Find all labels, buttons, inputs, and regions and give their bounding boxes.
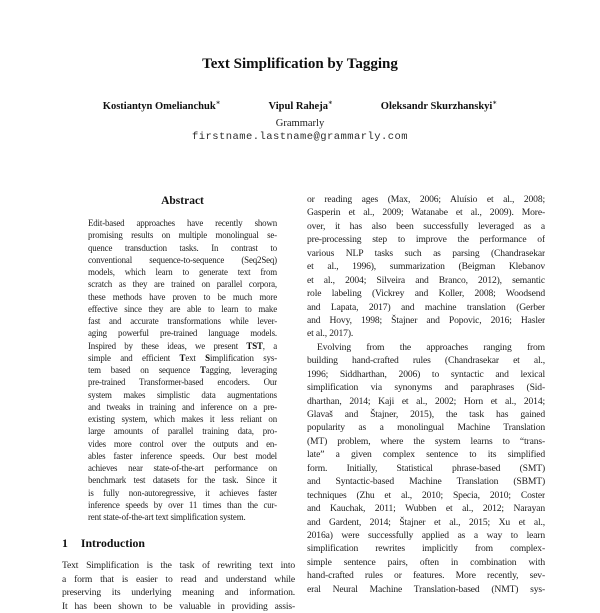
author-footnote-marker: ∗ [492, 98, 498, 107]
author-name-1 [102, 98, 221, 112]
text-line: form. Initially, Statistical phrase-based (SMT) [307, 462, 545, 474]
text-line: Evolving from the approaches ranging from [317, 341, 545, 353]
text-line: is fully non-autoregressive, it achieves faster [88, 487, 277, 498]
abstract-text [88, 217, 277, 523]
text-line: simplification via synonyms and paraphrases (Sid- [307, 382, 545, 394]
text-line: these methods have proven to be much more [88, 291, 277, 302]
text-line: et al., 2004; Silveira and Branco, 2012), semantic [307, 274, 545, 286]
text-line: preserving its underlying meaning and information. [62, 587, 295, 599]
text-line: quence transduction tasks. In contrast to [88, 242, 277, 253]
text-line: or reading ages (Max, 2006; Aluísio et al., 2008; [307, 194, 545, 205]
text-line: simple sentence pairs, often in combination with [307, 556, 545, 568]
text-line: and Kauchak, 2011; Wubben et al., 2012; Narayan [307, 503, 545, 515]
text-line: system makes simplistic data augmentations [88, 389, 277, 400]
text-line: tem based on sequence Tagging, leveraging [88, 365, 277, 375]
authors-row [0, 98, 600, 112]
author-name-text: Kostiantyn Omelianchuk [102, 101, 216, 112]
text-line: various NLP tasks such as parsing (Chandrasekar [307, 247, 545, 259]
text-line: Inspired by these ideas, we present TST, a [88, 340, 277, 351]
author-footnote-marker: ∗ [327, 98, 333, 107]
text-line: It has been shown to be valuable in providing assis- [62, 600, 295, 612]
text-line: role labeling (Vickrey and Koller, 2008; Woodsend [307, 288, 545, 300]
author-name-text: Vipul Raheja [268, 101, 328, 112]
author-name-text: Oleksandr Skurzhanskyi [380, 101, 493, 112]
text-line: and tweaks in training and inference on a pre- [88, 401, 277, 412]
text-line: large amounts of parallel training data, pro- [88, 426, 277, 437]
text-line: achieves near state-of-the-art performance on [88, 463, 277, 473]
text-line: and Lapata, 2017) and machine translation (Gerber [307, 301, 545, 313]
text-line: scratch as they are trained on parallel corpora, [88, 279, 277, 290]
right-column-paragraph-2 [307, 341, 545, 596]
section-heading-introduction [62, 536, 295, 551]
text-line: promising results on multiple monolingual se- [88, 230, 277, 241]
text-line: et al., 2017). [307, 328, 354, 340]
text-line: effective since they are able to learn to make [88, 303, 277, 314]
affiliation: Grammarly [275, 118, 325, 129]
introduction-text [62, 559, 295, 613]
text-line: and Syntactic-based Machine Translation (SBMT) [307, 476, 545, 488]
text-line: dharthan, 2014; Kaji et al., 2002; Horn et al., 2014; [307, 395, 545, 407]
abstract-heading: Abstract [161, 195, 204, 207]
text-line: simple and efficient Text Simplification sys- [88, 352, 277, 363]
text-line: simplification rewrites implicitly from complex- [307, 543, 545, 555]
text-line: 1996; Siddharthan, 2006) to syntactic and lexical [307, 368, 545, 380]
text-line: fast and accurate transformations while lever- [88, 316, 277, 326]
text-line: vides more control over the outputs and en- [88, 438, 277, 449]
left-column [62, 194, 295, 613]
right-column-paragraph-1 [307, 193, 545, 341]
section-number: 1 [62, 536, 68, 551]
section-title: Introduction [80, 536, 145, 551]
text-line: techniques (Zhu et al., 2010; Specia, 2010; Coster [307, 489, 545, 501]
text-line: pre-processing step to improve the performance of [307, 234, 545, 246]
text-line: pre-trained Transformer-based encoders. Our [88, 377, 277, 388]
text-line: building hand-crafted rules (Chandrasekar et al., [307, 355, 545, 367]
text-line: and Hovy, 1998; Štajner and Popovic, 2016; Hasler [307, 314, 545, 326]
text-line: benchmark test datasets for the task. Since it [88, 475, 277, 486]
text-line: existing system, which makes it less reliant on [88, 414, 277, 424]
text-line: over, it has also been successfully leveraged as a [307, 220, 545, 232]
text-line: popularity as a monolingual Machine Translation [307, 422, 545, 434]
text-line: and Gardent, 2014; Štajner et al., 2015; Xu et al., [307, 516, 545, 528]
author-name-3 [380, 98, 498, 112]
text-line: rent state-of-the-art text simplification system. [88, 512, 246, 522]
author-footnote-marker: ∗ [215, 98, 221, 107]
email-address: firstname.lastname@grammarly.com [191, 131, 409, 143]
text-line: Edit-based approaches have recently shown [88, 218, 277, 228]
text-line: (MT) problem, where the system learns to “trans- [307, 435, 545, 447]
text-line: eral Neural Machine Translation-based (NMT) sys- [307, 583, 545, 595]
author-name-2 [268, 98, 333, 112]
text-line: a form that is easier to read and understand while [62, 573, 295, 585]
text-line: hand-crafted rules or features. More recently, sev- [307, 570, 545, 582]
text-line: 2016a) were successfully applied as a way to learn [307, 529, 545, 541]
text-line: Gasperin et al., 2009; Watanabe et al., 2009). More- [307, 207, 545, 219]
right-column [307, 193, 545, 596]
text-line: ables faster inference speeds. Our best model [88, 450, 277, 461]
text-line: Glavaš and Štajner, 2015), the task has gained [307, 409, 545, 420]
text-line: inference speeds by over 11 times than the cur- [88, 499, 277, 510]
text-line: late” a given complex sentence to its simplified [307, 449, 545, 461]
text-line: Text Simplification is the task of rewriting text into [62, 560, 295, 572]
text-line: aging powerful pre-trained language models. [88, 328, 277, 339]
paper-title: Text Simplification by Tagging [202, 56, 398, 72]
text-line: models, which learn to generate text from [88, 267, 277, 277]
text-line: conventional sequence-to-sequence (Seq2Seq) [88, 254, 277, 265]
text-line: et al., 1996), summarization (Beigman Klebanov [307, 261, 545, 273]
